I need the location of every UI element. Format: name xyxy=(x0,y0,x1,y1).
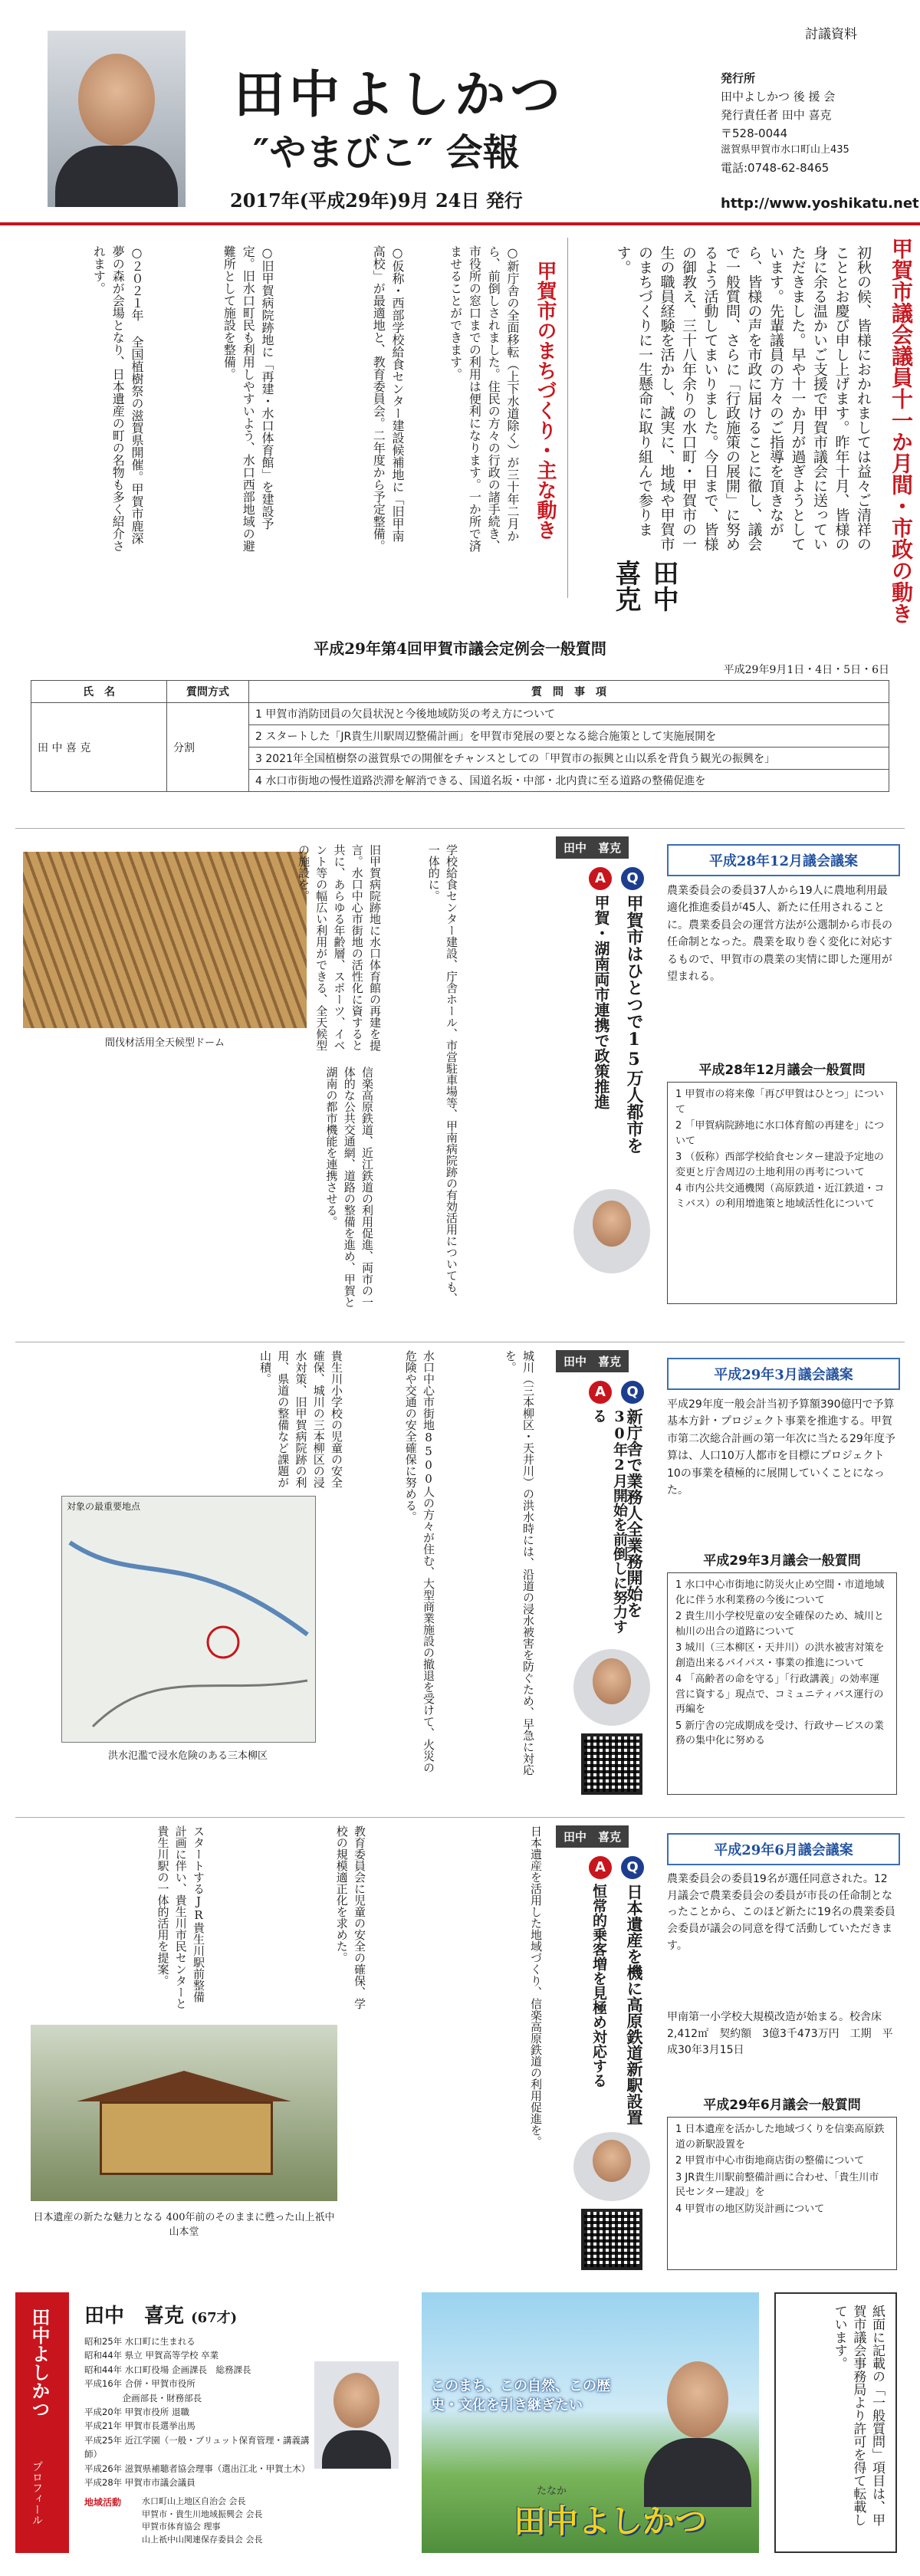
profile-section xyxy=(15,2292,905,2561)
q-label: Q xyxy=(621,1856,644,1879)
sec1-body: 学校給食センター建設、庁舎ホール、市営駐車場等、甲南病院跡の有効活用についても、一体的に。 xyxy=(426,844,458,1304)
flood-map xyxy=(61,1496,316,1743)
publisher-label: 発行所 xyxy=(721,71,756,85)
profile-name xyxy=(84,2300,237,2328)
banner-name-kana: たなか xyxy=(537,2486,567,2497)
banner-portrait xyxy=(644,2354,751,2507)
list-item: 1 水口中心市街地に防災火止め空間・市道地域化に伴う水利業務の今後について xyxy=(675,1579,885,1606)
a-label: A xyxy=(589,1856,612,1879)
sec3-subheading: 平成29年6月議会議案 xyxy=(667,1833,900,1865)
sec1-list-title: 平成28年12月議会一般質問 xyxy=(698,1063,866,1078)
sec2-sub-body: 平成29年度一般会計当初予算額390億円で予算基本方針・プロジェクト事業を推進する。甲賀市第二次総合計画の第一年次に当たる29年度予算は、人口10万人都市を目標にプロジェクト10の事業を積極的に展開していくことになった。 xyxy=(667,1398,895,1497)
profile-label-sub: プロフィール xyxy=(31,2461,43,2525)
issue-date: 2017年(平成29年)9月 24日 発行 xyxy=(230,189,523,212)
community-item: 山上祇中山関連保存委員会 会長 xyxy=(142,2534,263,2545)
history-item: 平成21年 甲賀市長選挙出馬 xyxy=(84,2420,196,2432)
intro-body: 初秋の候、皆様におかれましては益々ご清祥のこととお慶び申し上げます。昨年十月、皆様の身に余る温かいご支援で甲賀市議会に送っていただきました。早や十一か月が過ぎようとしています。先輩議員の方々のご指導を頂きながら、皆様の声を市政に届けることに徹し、議会で一般質問、さらに「行政施策の展開」に努めるよう活動してまいりました。今日まで、皆様の御教え、三十八年余りの水口町・甲賀市の一生の職員経験を活かし、誠実に、地域や甲賀市のまちづくりに一生懸命に取り組んで参ります。 xyxy=(614,245,872,551)
publisher-name: 田中よしかつ 後 援 会 xyxy=(721,90,836,104)
section-1 xyxy=(15,828,905,1335)
address: 滋賀県甲賀市水口町山上435 xyxy=(721,144,849,156)
list-item: 3 JR貴生川駅前整備計画に合わせ、「貴生川市民センター建設」を xyxy=(675,2171,879,2198)
question-item: 2 スタートした「JR貴生川駅周辺整備計画」を甲賀市発展の要となる総合施策として実施展開を xyxy=(249,725,889,748)
session-table-title: 平成29年第4回甲賀市議会定例会一般質問 xyxy=(314,639,606,658)
candidate-portrait xyxy=(48,31,186,207)
list-item: 4 甲賀市の地区防災計画について xyxy=(675,2203,825,2215)
list-item: 1 日本遺産を活かした地域づくりを信楽高原鉄道の新駅設置を xyxy=(675,2124,885,2150)
flood-photo-caption: 洪水氾濫で浸水危険のある三本柳区 xyxy=(107,1750,268,1762)
table-header: 質 問 事 項 xyxy=(249,681,889,703)
publisher-block xyxy=(721,69,912,177)
phone: 電話:0748-62-8465 xyxy=(721,160,830,175)
list-item: 2 貴生川小学校児童の安全確保のため、城川と杣川の出合の道路について xyxy=(675,1611,884,1638)
community-item: 水口町山上地区自治会 会長 xyxy=(142,2496,246,2506)
intro-signature: 田中 喜克 xyxy=(610,560,678,612)
list-item: 5 新庁舎の完成期成を受け、行政サービスの業務の集中化に努める xyxy=(675,1720,884,1746)
community-label: 地域活動 xyxy=(84,2497,122,2508)
q-label: Q xyxy=(621,867,644,890)
sec3-question-title: 日本遺産を機に高原鉄道新駅設置 xyxy=(625,1884,644,2125)
development-section xyxy=(15,238,568,598)
a-label: A xyxy=(589,1381,612,1404)
session-table xyxy=(31,680,889,792)
sec2-question-title: 新庁舎で業務人全業務開始を xyxy=(625,1408,644,1618)
list-item: 1 甲賀市の将来像「再び甲賀はひとつ」について xyxy=(675,1089,884,1116)
question-item: 3 2021年全国植樹祭の滋賀県での開催をチャンスとしての「甲賀市の振興と山以系を背負う観光の振興を」 xyxy=(249,748,889,770)
history-item: 昭和44年 水口町役場 企画課長 総務課長 xyxy=(84,2364,251,2375)
sec1-body: 旧甲賀病院跡地に水口体育館の再建を提言。水口中心市街地の活性化に資すると共に、あらゆる年齢層、スポーツ、イベント等の幅広い利用ができる、全天候型の施設を。 xyxy=(297,844,382,1051)
history-item: 平成26年 滋賀県補聴者協会理事（選出江北・甲賀土木） xyxy=(84,2463,310,2474)
sec2-question-list xyxy=(667,1572,897,1795)
community-item: 甲賀市・貴生川地域振興会 会長 xyxy=(142,2509,263,2519)
editor: 発行責任者 田中 喜克 xyxy=(721,108,832,122)
sec3-sub-body-2: 甲南第一小学校大規模改造が始まる。校舎床 2,412㎡ 契約額 3億3千473万円 工期 平成30年3月15日 xyxy=(667,2011,893,2057)
member-photo xyxy=(573,1649,650,1726)
header-rule xyxy=(0,222,920,225)
list-item: 2 「甲賀病院跡地に水口体育館の再建を」について xyxy=(675,1120,885,1147)
list-item: 2 甲賀市中心市街地商店街の整備について xyxy=(675,2155,865,2167)
sec2-answer-title: 30年2月開始を前倒しに努力する xyxy=(590,1408,628,1634)
member-name-pill: 田中 喜克 xyxy=(556,1350,629,1372)
history-item: 平成20年 甲賀市役所 退職 xyxy=(84,2406,189,2417)
community-list xyxy=(142,2496,318,2546)
profile-history xyxy=(84,2334,314,2489)
member-photo xyxy=(573,1189,650,1273)
campaign-banner xyxy=(422,2292,759,2553)
history-item: 平成28年 甲賀市市議会議員 xyxy=(84,2476,196,2488)
community-item: 甲賀市体育協会 理事 xyxy=(142,2522,221,2532)
sec3-body: 日本遺産を活用した地域づくり、信楽高原鉄道の利用促進を。 xyxy=(529,1825,543,2147)
qr-code[interactable] xyxy=(581,1733,642,1795)
sec3-answer-title: 恒常的乗客増を見極め対応する xyxy=(590,1884,607,2088)
member-photo xyxy=(573,2132,650,2201)
section-3 xyxy=(15,1817,905,2278)
session-table-block xyxy=(31,636,889,792)
development-item: ○旧甲賀病院跡地に「再建・水口体育館」を建設予定。旧水口町民も利用しやすいよう、水口西部地域の避難所として施設を整備。 xyxy=(222,245,274,552)
session-table-dates: 平成29年9月1日・4日・5日・6日 xyxy=(723,664,889,676)
sec2-list-title: 平成29年3月議会一般質問 xyxy=(703,1553,861,1569)
banner-name: 田中よしかつ xyxy=(514,2502,708,2540)
sec3-sub-body: 農業委員会の委員19名が選任同意された。12月議会で農業委員会の委員が市長の任命制となったことから、このほど新たに19名の農業委員会委員が議会の同意を得て活動していただきます。 xyxy=(667,1873,895,1952)
postal-code: 〒528-0044 xyxy=(721,127,788,140)
temple-photo-caption: 日本遺産の新たな魅力となる 400年前のそのままに甦った山上祇中山本堂 xyxy=(33,2212,335,2238)
sec1-body: 信楽高原鉄道、近江鉄道の利用促進、両市の一体的な公共交通網、道路の整備を進め、甲賀と湖南の都市機能を連携させる。 xyxy=(324,1066,374,1308)
sec3-list-title: 平成29年6月議会一般質問 xyxy=(703,2098,861,2113)
header xyxy=(0,0,920,230)
profile-age: (67才) xyxy=(191,2310,238,2326)
sec1-question-list xyxy=(667,1082,897,1304)
sec2-body: 貴生川小学校の児童の安全確保、城川の三本柳区の浸水対策、旧甲賀病院跡の利用、県道の整備など課題が山積。 xyxy=(258,1350,343,1488)
sec1-sub-body: 農業委員会の委員37人から19人に農地利用最適化推進委員が45人、新たに任用されることに。農業委員会の運営方法が公選制から市長の任命制となった。農業を取り巻く変化に対応するもので、甲賀市の農業の実情に即した運用が望まれる。 xyxy=(667,885,892,983)
sec3-question-list xyxy=(667,2117,897,2270)
sec3-body: スタートするJR貴生川駅前整備計画に伴い、貴生川市民センターと貴生川駅の一体的活用を提案。 xyxy=(156,1825,205,2009)
table-header: 質問方式 xyxy=(167,681,249,703)
sec1-question-title: 甲賀市はひとつで15万人都市を xyxy=(624,895,644,1154)
development-item: ○新庁舎の全面移転（上下水道除く）が三十年二月から、前倒しされました。住民の方々の行政の諸手続き、市役所の窓口までの利用は便利になります。一か所で済ませることができます。 xyxy=(448,245,520,552)
table-row xyxy=(31,703,889,725)
profile-label-bar xyxy=(15,2292,69,2553)
history-item: 企画部長・財務部長 xyxy=(84,2392,202,2404)
qr-code[interactable] xyxy=(581,2209,642,2270)
history-item: 平成16年 合併・甲賀市役所 xyxy=(84,2378,196,2390)
river-lines xyxy=(62,1497,315,1742)
dome-photo-caption: 間伐材活用全天候型ドーム xyxy=(104,1037,225,1049)
newsletter-name: 田中よしかつ xyxy=(234,64,565,124)
sec2-body: 城川（三本柳区・天井川）の洪水時には、沿道の浸水被害を防ぐため、早急に対応を。 xyxy=(503,1350,535,1776)
sec1-subheading: 平成28年12月議会議案 xyxy=(667,844,900,876)
history-item: 昭和44年 県立 甲賀高等学校 卒業 xyxy=(84,2350,219,2361)
member-name-pill: 田中 喜克 xyxy=(556,836,629,859)
temple-photo xyxy=(31,2025,337,2201)
history-item: 平成25年 近江学園（一般・ブリュット保育管理・講義講師） xyxy=(84,2434,310,2460)
website-link[interactable]: http://www.yoshikatu.net xyxy=(721,196,919,212)
profile-photo xyxy=(314,2361,399,2469)
dome-photo xyxy=(23,852,307,1028)
development-item: ○仮称・西部学校給食センター建設候補地に「旧甲南高校」が最適地と、教育委員会。二年度から予定整備。 xyxy=(371,245,405,552)
a-label: A xyxy=(589,867,612,890)
development-heading: 甲賀市のまちづくり・主な動き xyxy=(534,261,557,540)
list-item: 3 （仮称）西部学校給食センター建設予定地の変更と庁舎周辺の土地利用の再考について xyxy=(675,1152,884,1178)
profile-name-text: 田中 喜克 xyxy=(84,2305,185,2328)
map-label: 対象の最重要地点 xyxy=(67,1501,141,1512)
sec1-answer-title: 甲賀・湖南両市連携で政策推進 xyxy=(592,895,610,1109)
sec2-body: 水口中心市街地8500人の方々が住む、大型商業施設の撤退を受けて、火災の危険や交通の安全確保に努める。 xyxy=(403,1350,435,1773)
member-name-pill: 田中 喜克 xyxy=(556,1825,629,1848)
development-item: ○２０２１年 全国植樹祭の滋賀県開催。甲賀市鹿深夢の森が会場となり、日本遺産の町の名物も多く紹介されます。 xyxy=(91,245,144,552)
question-item: 4 水口市街地の慢性道路渋滞を解消できる、国道名坂・中部・北内貴に至る道路の整備促進を xyxy=(249,770,889,792)
list-item: 4 市内公共交通機関（高原鉄道・近江鉄道・コミバス）の利用増進策と地域活性化について xyxy=(675,1183,885,1210)
doc-type: 討議資料 xyxy=(805,27,857,42)
q-label: Q xyxy=(621,1381,644,1404)
banner-slogan: このまち、この自然、この歴史・文化を引き継ぎたい xyxy=(431,2378,610,2414)
reprint-notice: 紙面に記載の「一般質問」項目は、甲賀市議会事務局より許可を得て転載しています。 xyxy=(831,2305,885,2526)
history-item: 昭和25年 水口町に生まれる xyxy=(84,2336,196,2347)
question-method: 分割 xyxy=(167,703,249,792)
profile-label: 田中よしかつ xyxy=(28,2308,51,2418)
intro-section xyxy=(575,238,912,667)
member-name: 田 中 喜 克 xyxy=(31,703,167,792)
table-header: 氏 名 xyxy=(31,681,167,703)
sec2-subheading: 平成29年3月議会議案 xyxy=(667,1358,900,1390)
newsletter-subtitle: ″やまびこ″ 会報 xyxy=(253,131,520,174)
intro-headline: 甲賀市議会議員十一か月間・市政の動き xyxy=(889,238,914,624)
reprint-notice-box xyxy=(774,2292,897,2553)
list-item: 4 「高齢者の命を守る」「行政講義」の効率運営に資する」現点で、コミュニティバス運行の再編を xyxy=(675,1674,884,1715)
list-item: 3 城川（三本柳区・天井川）の洪水被害対策を創造出来るバイパス・事業の推進について xyxy=(675,1642,885,1669)
question-item: 1 甲賀市消防団員の欠員状況と今後地域防災の考え方について xyxy=(249,703,889,725)
section-2 xyxy=(15,1342,905,1810)
sec3-body: 教育委員会に児童の安全の確保、学校の規模適正化を求めた。 xyxy=(334,1825,366,2009)
